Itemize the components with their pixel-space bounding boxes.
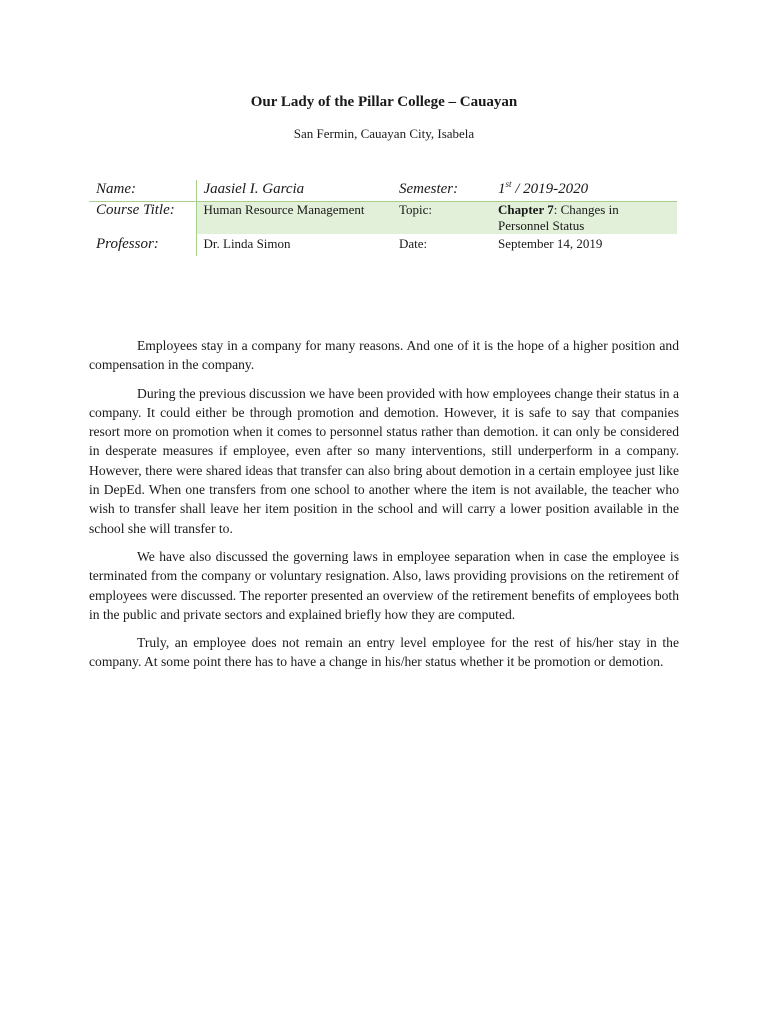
essay-body xyxy=(89,336,679,681)
paragraph: Truly, an employee does not remain an entry level employee for the rest of his/her stay in the company. At some point there has to have a change in his/her status whether it be promotion or demotion. xyxy=(89,635,679,670)
info-row-professor xyxy=(89,234,677,256)
course-value: Human Resource Management xyxy=(196,202,392,235)
college-address: San Fermin, Cauayan City, Isabela xyxy=(293,126,475,141)
semester-value xyxy=(491,180,677,202)
topic-chapter: Chapter 7 xyxy=(498,202,554,217)
info-row-course xyxy=(89,202,677,235)
date-value: September 14, 2019 xyxy=(498,236,603,251)
topic-value xyxy=(491,202,677,235)
professor-value: Dr. Linda Simon xyxy=(203,236,291,251)
info-row-name xyxy=(89,180,677,202)
college-title: Our Lady of the Pillar College – Cauayan xyxy=(250,94,518,110)
date-label: Date: xyxy=(399,236,428,251)
semester-label: Semester: xyxy=(392,180,491,202)
paragraph: During the previous discussion we have been provided with how employees change their status in a company. It could either be through promotion and demotion. However, it is safe to say that companies resort more on promotion when it comes to personnel status rather than demotion. it can only be considered in desperate measures if employee, even after so many interventions, still underperform in a company. However, there were shared ideas that transfer can also bring about demotion in a certain employee just like in DepEd. When one transfers from one school to another where the item is not available, the teacher who wish to transfer shall leave her item position in the school and will carry a lower position available in the school she will transfer to. xyxy=(89,385,679,536)
name-label: Name: xyxy=(89,180,196,202)
semester-ordinal: 1 xyxy=(498,181,506,197)
paragraph: Employees stay in a company for many reasons. And one of it is the hope of a higher position and compensation in the company. xyxy=(89,338,679,373)
topic-title: : Changes in Personnel Status xyxy=(498,202,619,233)
paragraph: We have also discussed the governing laws in employee separation when in case the employee is terminated from the company or voluntary resignation. Also, laws providing provisions on the retirement of employees were discussed. The reporter presented an overview of the retirement benefits of employees both in the public and private sectors and explained briefly how they are computed. xyxy=(89,548,679,622)
name-value: Jaasiel I. Garcia xyxy=(196,180,392,202)
semester-suffix: st xyxy=(505,179,512,189)
topic-label: Topic: xyxy=(392,202,491,235)
semester-year: / 2019-2020 xyxy=(511,181,589,197)
professor-label: Professor: xyxy=(89,234,196,256)
info-table xyxy=(89,180,677,256)
course-label: Course Title: xyxy=(89,202,196,235)
